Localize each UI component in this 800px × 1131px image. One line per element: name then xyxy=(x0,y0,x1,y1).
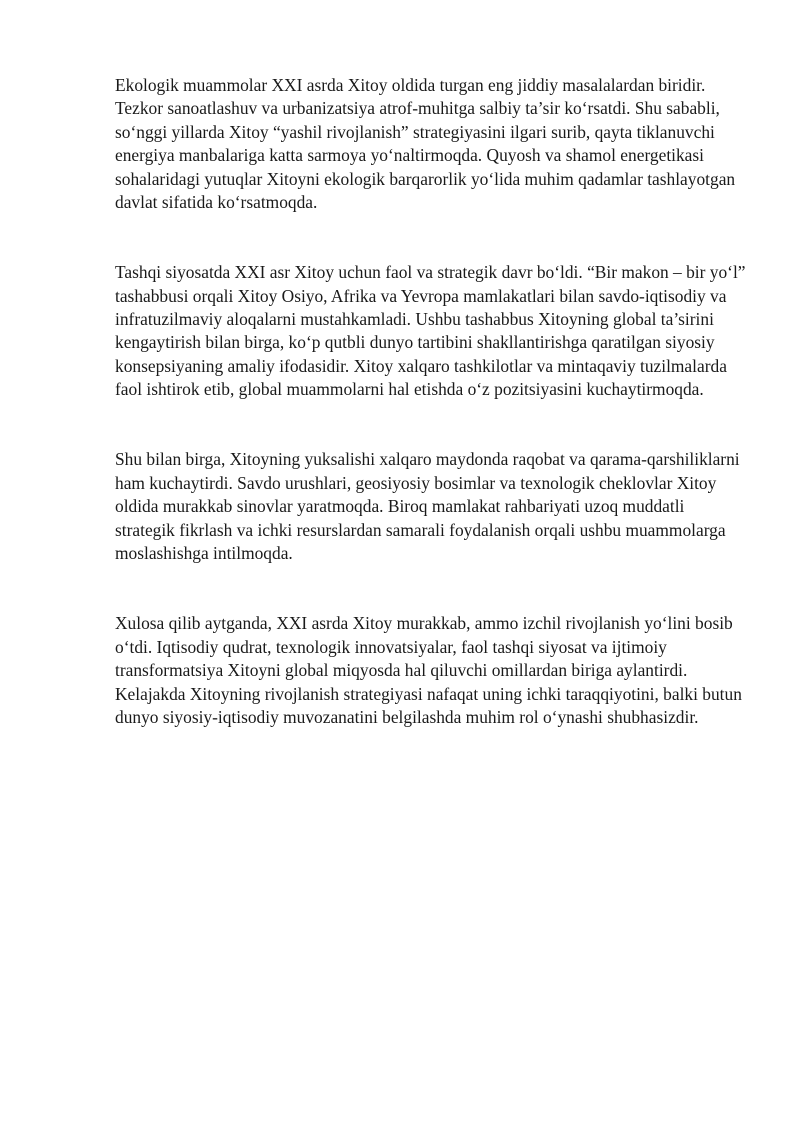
paragraph-challenges: Shu bilan birga, Xitoyning yuksalishi xalqaro maydonda raqobat va qarama-qarshiliklarni ham kuchaytirdi. Savdo urushlari, geosiyosiy bosimlar va texnologik cheklovlar Xitoy oldida murakkab sinovlar yaratmoqda. Biroq mamlakat rahbariyati uzoq muddatli strategik fikrlash va ichki resurslardan samarali foydalanish orqali ushbu muammolarga moslashishga intilmoqda. xyxy=(115,449,740,564)
paragraph-foreign-policy: Tashqi siyosatda XXI asr Xitoy uchun faol va strategik davr bo‘ldi. “Bir makon – bir yo‘l” tashabbusi orqali Xitoy Osiyo, Afrika va Yevropa mamlakatlari bilan savdo-iqtisodiy va infratuzilmaviy aloqalarni mustahkamladi. Ushbu tashabbus Xitoyning global ta’sirini kengaytirish bilan birga, ko‘p qutbli dunyo tartibini shakllantirishga qaratilgan siyosiy konsepsiyaning amaliy ifodasidir. Xitoy xalqaro tashkilotlar va mintaqaviy tuzilmalarda faol ishtirok etib, global muammolarni hal etishda o‘z pozitsiyasini kuchaytirmoqda. xyxy=(115,262,746,400)
document-body xyxy=(115,74,747,729)
paragraph-ecology: Ekologik muammolar XXI asrda Xitoy oldida turgan eng jiddiy masalalardan biridir. Tezkor sanoatlashuv va urbanizatsiya atrof-muhitga salbiy ta’sir ko‘rsatdi. Shu sababli, so‘nggi yillarda Xitoy “yashil rivojlanish” strategiyasini ilgari surib, qayta tiklanuvchi energiya manbalariga katta sarmoya yo‘naltirmoqda. Quyosh va shamol energetikasi sohalaridagi yutuqlar Xitoyni ekologik barqarorlik yo‘lida muhim qadamlar tashlayotgan davlat sifatida ko‘rsatmoqda. xyxy=(115,75,736,213)
paragraph-conclusion: Xulosa qilib aytganda, XXI asrda Xitoy murakkab, ammo izchil rivojlanish yo‘lini bosib o‘tdi. Iqtisodiy qudrat, texnologik innovatsiyalar, faol tashqi siyosat va ijtimoiy transformatsiya Xitoyni global miqyosda hal qiluvchi omillardan biriga aylantirdi. Kelajakda Xitoyning rivojlanish strategiyasi nafaqat uning ichki taraqqiyotini, balki butun dunyo siyosiy-iqtisodiy muvozanatini belgilashda muhim rol o‘ynashi shubhasizdir. xyxy=(115,613,742,727)
